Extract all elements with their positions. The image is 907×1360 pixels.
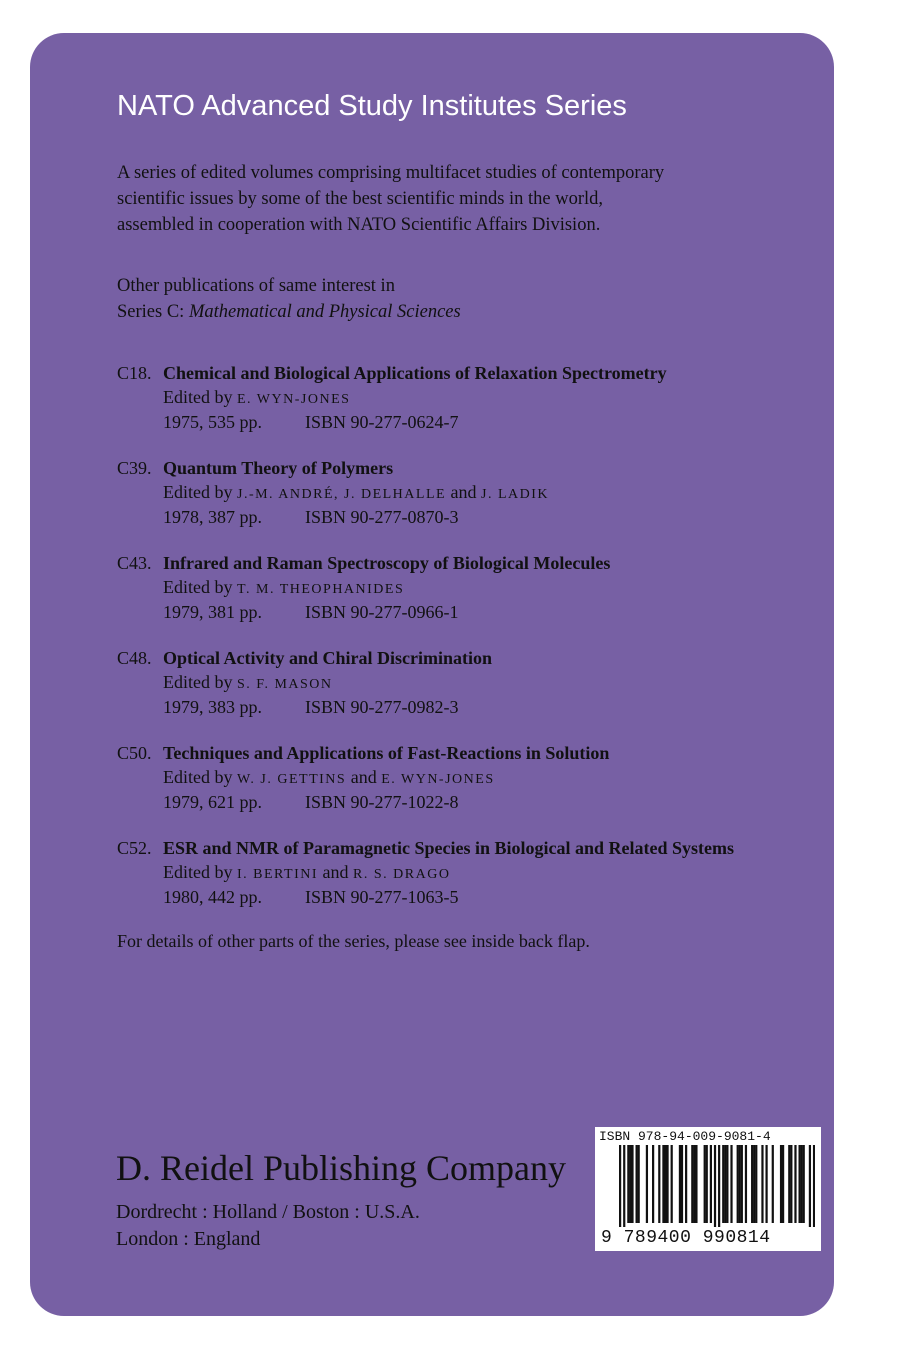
barcode-bar — [636, 1145, 638, 1223]
volume-editors — [117, 766, 734, 792]
editor-names: J. LADIK — [481, 486, 550, 502]
publisher-locations — [116, 1199, 420, 1253]
barcode-bar — [722, 1145, 724, 1223]
series-description — [117, 160, 767, 238]
editor-names: E. WYN-JONES — [237, 391, 351, 407]
barcode-bar — [780, 1145, 782, 1223]
barcode-bar — [704, 1145, 706, 1223]
barcode-bar — [695, 1145, 697, 1223]
publication-entry — [117, 362, 734, 457]
volume-info — [117, 411, 734, 435]
publication-entry — [117, 742, 734, 837]
edited-by-label: Edited by — [163, 861, 237, 882]
back-cover — [30, 33, 834, 1316]
barcode-isbn-label: ISBN 978-94-009-9081-4 — [599, 1129, 771, 1144]
series-prefix: Series C: — [117, 302, 189, 322]
volume-pages: 1980, 442 pp. — [163, 887, 262, 907]
edited-by-label: Edited by — [163, 671, 237, 692]
barcode-bar — [619, 1145, 621, 1227]
volume-code: C18. — [117, 363, 152, 383]
editor-names: T. M. THEOPHANIDES — [237, 581, 405, 597]
description-line: scientific issues by some of the best scientific minds in the world, — [117, 189, 604, 209]
volume-code: C48. — [117, 648, 152, 668]
barcode-digits: 9 789400 990814 — [601, 1228, 771, 1248]
barcode — [595, 1127, 821, 1251]
barcode-bar — [691, 1145, 693, 1223]
barcode-bar — [638, 1145, 640, 1223]
barcode-bar — [710, 1145, 712, 1223]
barcode-bar — [629, 1145, 631, 1223]
barcode-bar — [631, 1145, 633, 1223]
volume-info — [117, 886, 734, 910]
other-publications-line: Other publications of same interest in — [117, 276, 395, 296]
editor-names: S. F. MASON — [237, 676, 333, 692]
volume-title: Infrared and Raman Spectroscopy of Biological Molecules — [163, 553, 611, 573]
volume-isbn: ISBN 90-277-0870-3 — [305, 507, 459, 527]
volume-isbn: ISBN 90-277-0966-1 — [305, 602, 459, 622]
description-line: A series of edited volumes comprising multifacet studies of contemporary — [117, 163, 665, 183]
volume-editors — [117, 386, 734, 412]
publication-list — [117, 362, 734, 932]
barcode-bar — [646, 1145, 648, 1223]
barcode-bar — [741, 1145, 743, 1223]
volume-title: Optical Activity and Chiral Discrimination — [163, 648, 493, 668]
barcode-bar — [790, 1145, 792, 1223]
editor-names: J.-M. ANDRÉ, J. DELHALLE — [237, 486, 447, 502]
barcode-bar — [664, 1145, 666, 1223]
barcode-bar — [671, 1145, 673, 1223]
barcode-bar — [794, 1145, 796, 1223]
barcode-bar — [761, 1145, 763, 1223]
volume-title: Quantum Theory of Polymers — [163, 458, 394, 478]
barcode-bar — [745, 1145, 747, 1223]
barcode-bar — [726, 1145, 728, 1223]
volume-code: C50. — [117, 743, 152, 763]
barcode-bar — [623, 1145, 625, 1227]
volume-isbn: ISBN 90-277-0624-7 — [305, 412, 459, 432]
volume-pages: 1979, 383 pp. — [163, 697, 262, 717]
edited-by-label: Edited by — [163, 576, 237, 597]
location-line: Dordrecht : Holland / Boston : U.S.A. — [116, 1201, 420, 1223]
volume-isbn: ISBN 90-277-1063-5 — [305, 887, 459, 907]
volume-pages: 1979, 381 pp. — [163, 602, 262, 622]
barcode-bar — [666, 1145, 668, 1223]
barcode-bar — [739, 1145, 741, 1223]
volume-pages: 1975, 535 pp. — [163, 412, 262, 432]
volume-info — [117, 506, 734, 530]
barcode-bar — [753, 1145, 755, 1223]
editor-names: E. WYN-JONES — [381, 771, 495, 787]
volume-editors — [117, 671, 734, 697]
volume-info — [117, 791, 734, 815]
publisher-name: D. Reidel Publishing Company — [116, 1148, 566, 1188]
volume-title: Chemical and Biological Applications of Relaxation Spectrometry — [163, 363, 667, 383]
barcode-bar — [693, 1145, 695, 1223]
barcode-bar — [730, 1145, 732, 1223]
publication-entry — [117, 552, 734, 647]
edited-by-label: Edited by — [163, 386, 237, 407]
barcode-bar — [788, 1145, 790, 1223]
barcode-bar — [714, 1145, 716, 1227]
barcode-bar — [737, 1145, 739, 1223]
barcode-bar — [809, 1145, 811, 1227]
volume-isbn: ISBN 90-277-0982-3 — [305, 697, 459, 717]
volume-editors — [117, 576, 734, 602]
volume-info — [117, 696, 734, 720]
barcode-bar — [658, 1145, 660, 1223]
barcode-bar — [681, 1145, 683, 1223]
other-publications-heading — [117, 273, 461, 325]
barcode-bar — [765, 1145, 767, 1223]
barcode-bar — [801, 1145, 803, 1223]
barcode-bar — [662, 1145, 664, 1223]
series-line — [117, 299, 461, 325]
volume-title: ESR and NMR of Paramagnetic Species in Biological and Related Systems — [163, 838, 734, 858]
location-line: London : England — [116, 1228, 261, 1250]
barcode-bars — [619, 1145, 815, 1227]
barcode-bar — [782, 1145, 784, 1223]
volume-title: Techniques and Applications of Fast-Reactions in Solution — [163, 743, 610, 763]
barcode-bar — [685, 1145, 687, 1223]
barcode-bar — [706, 1145, 708, 1223]
barcode-bar — [718, 1145, 720, 1227]
details-note: For details of other parts of the series, please see inside back flap. — [117, 931, 590, 951]
volume-code: C43. — [117, 553, 152, 573]
edited-by-label: Edited by — [163, 766, 237, 787]
editor-names: W. J. GETTINS — [237, 771, 347, 787]
barcode-bar — [813, 1145, 815, 1227]
volume-code: C39. — [117, 458, 152, 478]
volume-isbn: ISBN 90-277-1022-8 — [305, 792, 459, 812]
barcode-bar — [679, 1145, 681, 1223]
description-line: assembled in cooperation with NATO Scientific Affairs Division. — [117, 215, 601, 235]
publication-entry — [117, 457, 734, 552]
publication-entry — [117, 647, 734, 742]
barcode-bar — [798, 1145, 800, 1223]
volume-code: C52. — [117, 838, 152, 858]
publication-entry — [117, 837, 734, 932]
editor-names: R. S. DRAGO — [353, 866, 451, 882]
barcode-bar — [755, 1145, 757, 1223]
barcode-bar — [724, 1145, 726, 1223]
and-word: and — [346, 766, 382, 787]
barcode-bar — [627, 1145, 629, 1223]
edited-by-label: Edited by — [163, 481, 237, 502]
editor-names: I. BERTINI — [237, 866, 319, 882]
volume-pages: 1979, 621 pp. — [163, 792, 262, 812]
volume-pages: 1978, 387 pp. — [163, 507, 262, 527]
barcode-bar — [772, 1145, 774, 1223]
volume-editors — [117, 861, 734, 887]
barcode-bar — [652, 1145, 654, 1223]
volume-info — [117, 601, 734, 625]
and-word: and — [446, 481, 482, 502]
barcode-bar — [803, 1145, 805, 1223]
series-subject: Mathematical and Physical Sciences — [188, 302, 461, 322]
and-word: and — [318, 861, 354, 882]
series-title: NATO Advanced Study Institutes Series — [117, 90, 627, 122]
volume-editors — [117, 481, 734, 507]
barcode-bar — [751, 1145, 753, 1223]
